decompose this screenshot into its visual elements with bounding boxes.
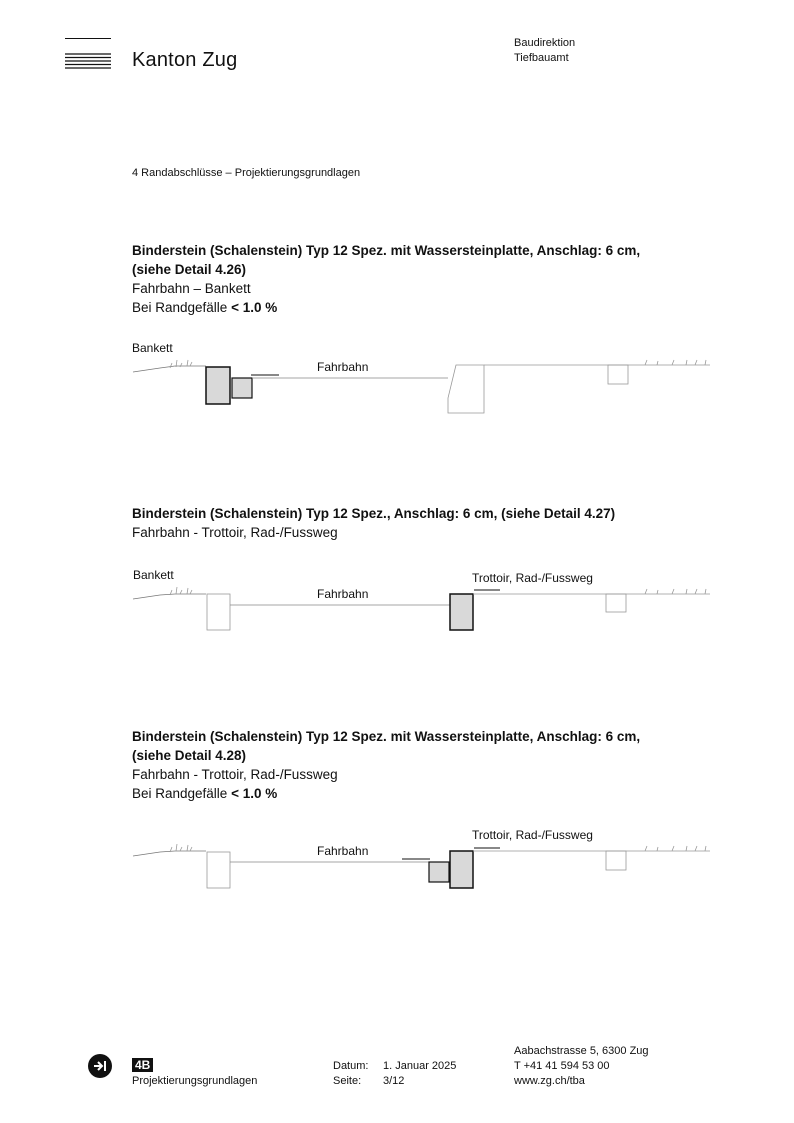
- slope-value: < 1.0 %: [231, 786, 278, 801]
- slope-prefix: Bei Randgefälle: [132, 300, 232, 315]
- footer-address-block: [514, 1044, 649, 1089]
- department-name: Baudirektion: [514, 37, 576, 49]
- department-block: [514, 36, 575, 66]
- logo-text: Kanton Zug: [132, 49, 238, 71]
- kanton-zug-logo-lines: [65, 38, 111, 70]
- date-label: Datum:: [333, 1060, 369, 1072]
- label-fahrbahn: Fahrbahn: [317, 844, 369, 858]
- slope-prefix: Bei Randgefälle: [132, 786, 232, 801]
- footer-meta-labels: [333, 1059, 368, 1089]
- section-2-drawing: [0, 564, 794, 644]
- footer-doc-block: [132, 1058, 257, 1089]
- slope-value: < 1.0 %: [231, 300, 278, 315]
- section-1-text: [132, 241, 692, 317]
- chapter-heading: 4 Randabschlüsse – Projektierungsgrundlagen: [132, 167, 361, 179]
- section-3-title: Binderstein (Schalenstein) Typ 12 Spez. mit Wassersteinplatte, Anschlag: 6 cm,: [132, 729, 641, 744]
- phone: T +41 41 594 53 00: [514, 1060, 610, 1072]
- section-1-title-detail: (siehe Detail 4.26): [132, 262, 247, 277]
- section-3-text: [132, 727, 692, 803]
- date-value: 1. Januar 2025: [383, 1060, 457, 1072]
- label-trottoir: Trottoir, Rad-/Fussweg: [472, 571, 593, 585]
- arrow-circle-icon: [88, 1054, 112, 1078]
- label-fahrbahn: Fahrbahn: [317, 587, 369, 601]
- label-bankett: Bankett: [133, 568, 174, 582]
- section-3-subtitle: Fahrbahn - Trottoir, Rad-/Fussweg: [132, 767, 338, 782]
- section-1-drawing: [0, 335, 794, 425]
- page-label: Seite:: [333, 1075, 362, 1087]
- label-trottoir: Trottoir, Rad-/Fussweg: [472, 828, 593, 842]
- section-3-title-detail: (siehe Detail 4.28): [132, 748, 247, 763]
- label-fahrbahn: Fahrbahn: [317, 360, 369, 374]
- office-name: Tiefbauamt: [514, 52, 569, 64]
- footer-meta-values: [383, 1059, 456, 1089]
- cross-section-3: [0, 822, 794, 897]
- cross-section-1: [0, 335, 794, 425]
- chapter-badge: 4B: [132, 1058, 153, 1072]
- website-link[interactable]: www.zg.ch/tba: [514, 1075, 585, 1087]
- address: Aabachstrasse 5, 6300 Zug: [514, 1045, 649, 1057]
- page-number: 3/12: [383, 1075, 405, 1087]
- section-1-title: Binderstein (Schalenstein) Typ 12 Spez. mit Wassersteinplatte, Anschlag: 6 cm,: [132, 243, 641, 258]
- section-1-slope: [132, 298, 692, 317]
- label-bankett: Bankett: [132, 341, 173, 355]
- section-1-subtitle: Fahrbahn – Bankett: [132, 281, 251, 296]
- section-2-title: Binderstein (Schalenstein) Typ 12 Spez., Anschlag: 6 cm, (siehe Detail 4.27): [132, 506, 616, 521]
- section-3-slope: [132, 784, 692, 803]
- section-3-drawing: [0, 822, 794, 897]
- cross-section-2: [0, 564, 794, 644]
- footer-doc-title: Projektierungsgrundlagen: [132, 1075, 258, 1087]
- section-2-text: [132, 504, 692, 542]
- section-2-subtitle: Fahrbahn - Trottoir, Rad-/Fussweg: [132, 525, 338, 540]
